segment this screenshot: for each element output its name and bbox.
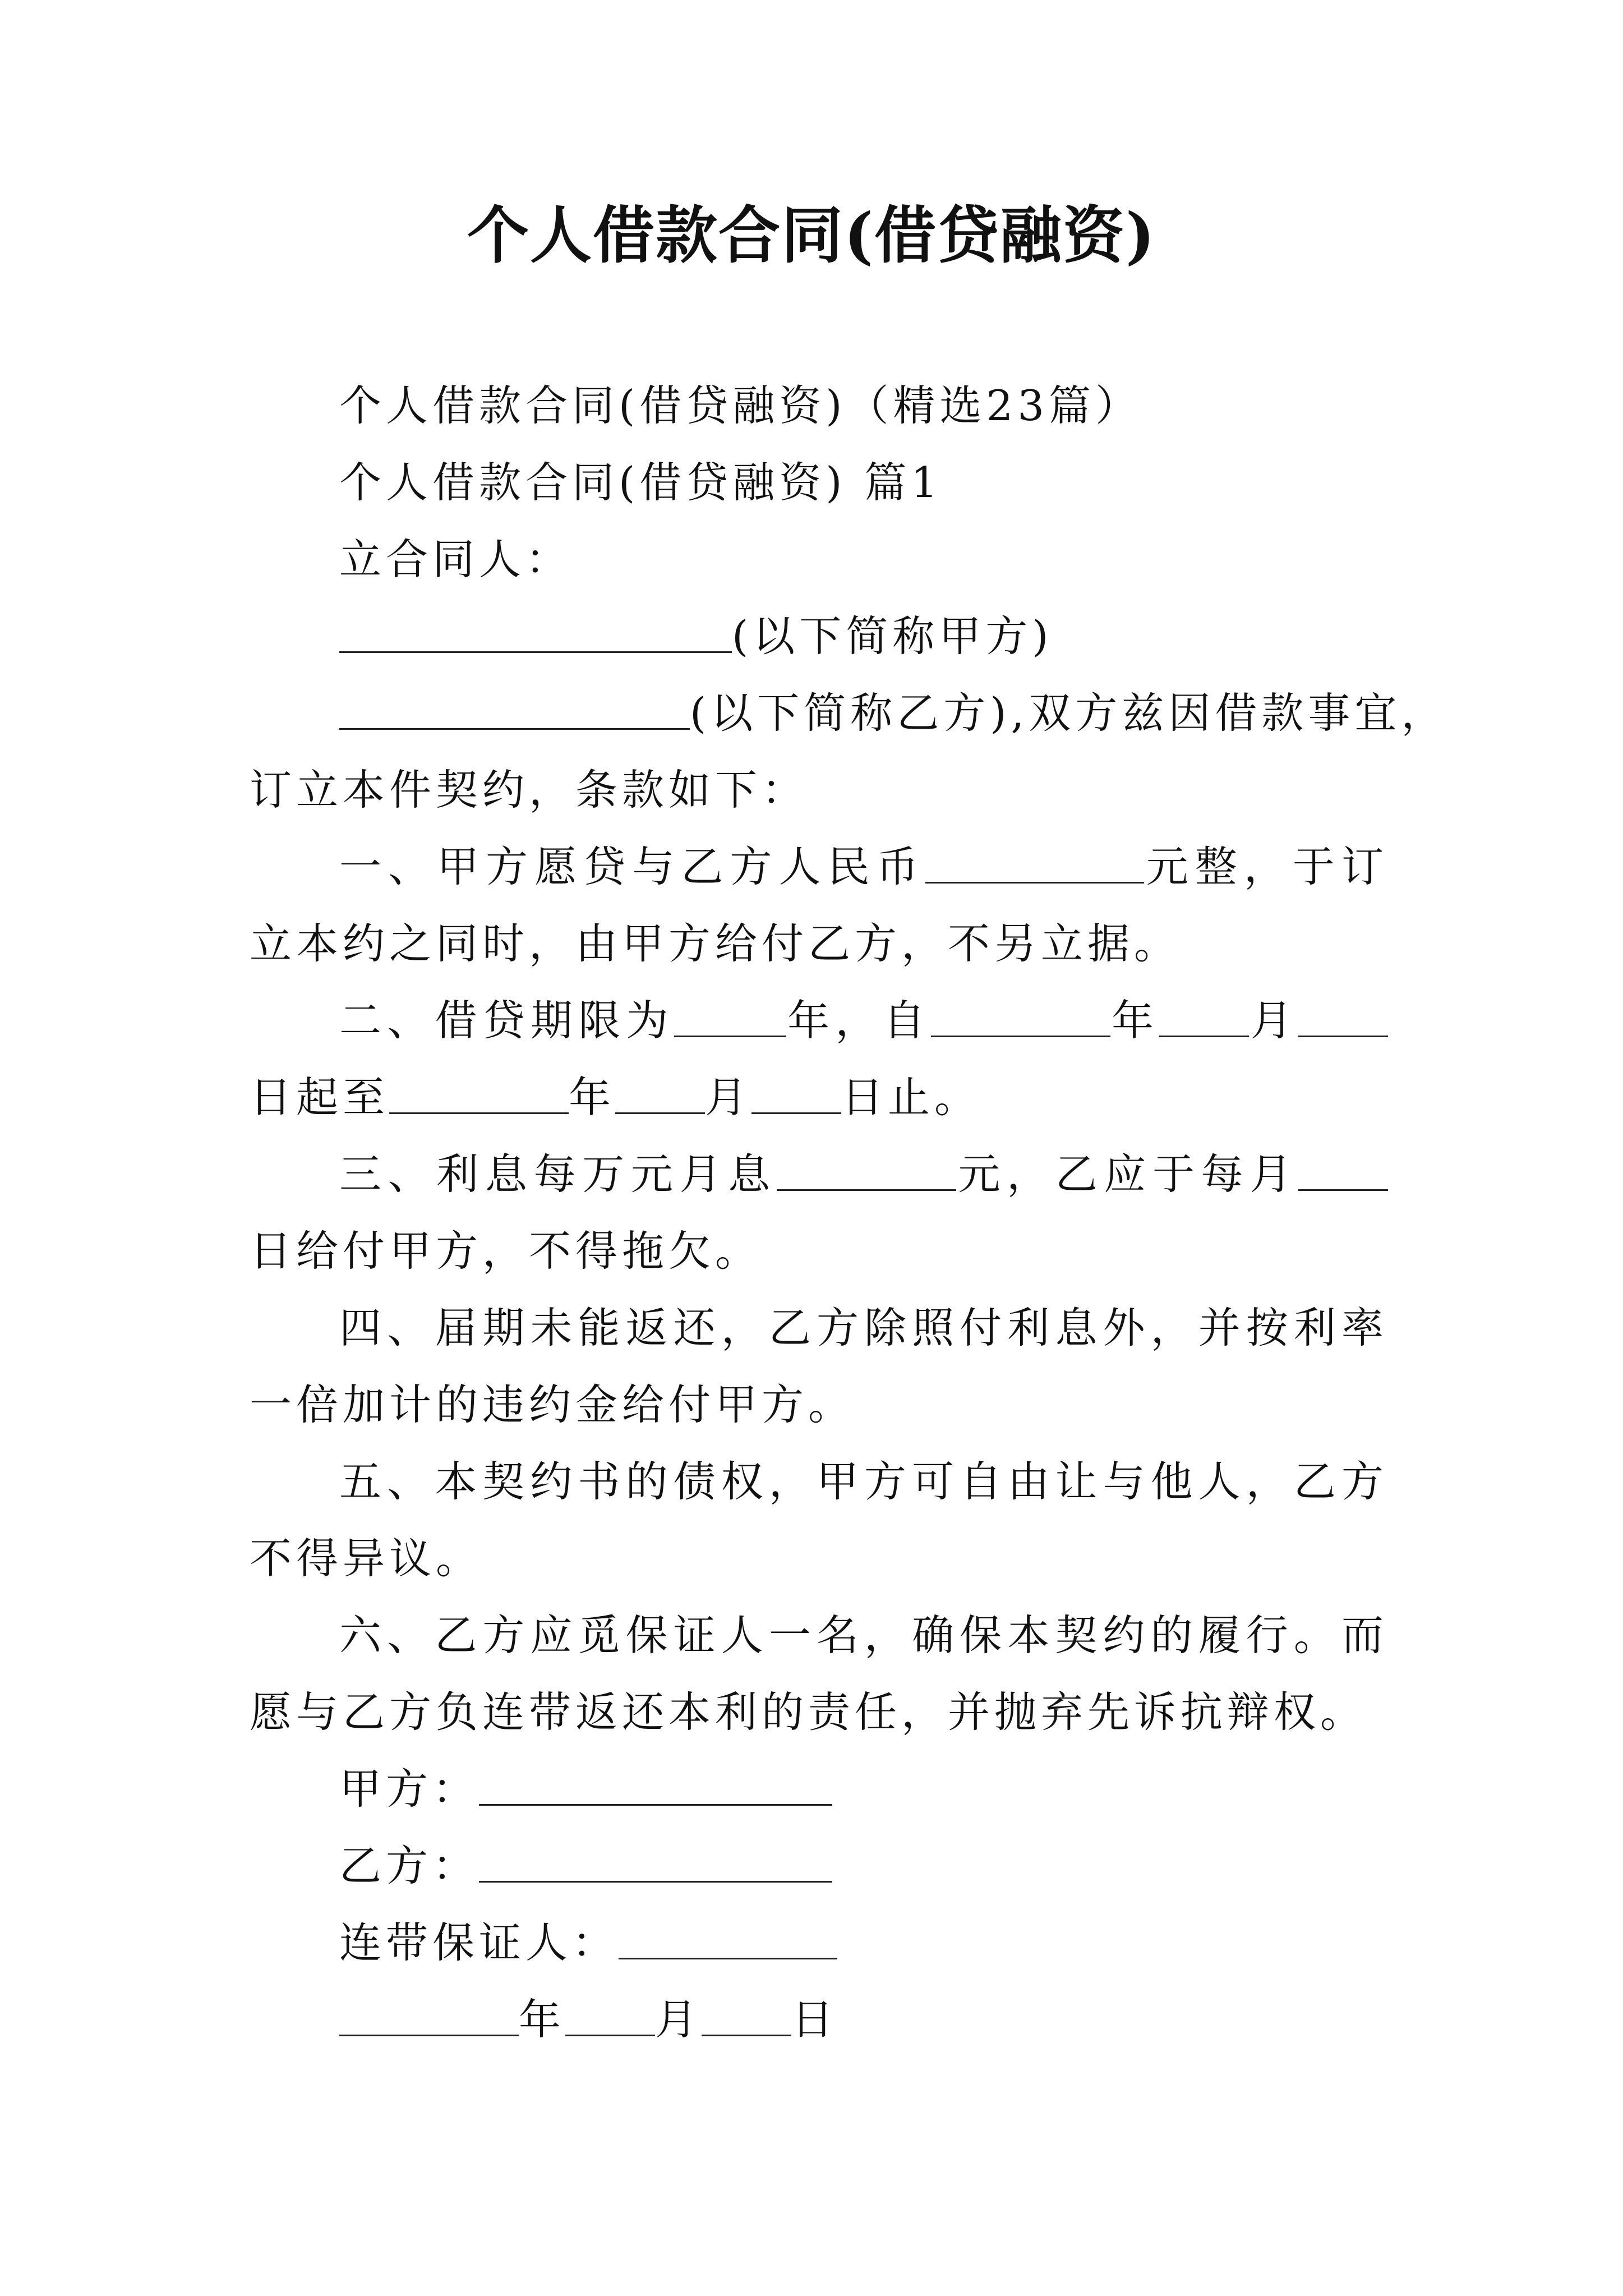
amount-blank (925, 842, 1144, 884)
signature-guarantor: 连带保证人： (250, 1904, 1388, 1981)
party-a-blank (339, 611, 732, 653)
clause-4: 四、届期未能返还，乙方除照付利息外，并按利率一倍加计的违约金给付甲方。 (250, 1303, 1388, 1429)
end-year-blank (389, 1073, 569, 1114)
clause-5: 五、本契约书的债权，甲方可自由让与他人，乙方不得异议。 (250, 1457, 1388, 1583)
sign-month-blank (565, 1995, 655, 2036)
document-title: 个人借款合同(借贷融资) (467, 199, 1156, 272)
start-day-blank (1298, 996, 1388, 1037)
clause-2: 二、借贷期限为 年，自 年 月日起至 年 月 日止。 (250, 982, 1388, 1136)
signature-party-b: 乙方： (250, 1828, 1388, 1904)
document-body (250, 367, 1448, 2058)
sign-day-blank (702, 1995, 791, 2036)
party-b-blank (339, 688, 690, 730)
clause-1: 一、甲方愿贷与乙方人民币 元整，于订立本约之同时，由甲方给付乙方，不另立据。 (250, 842, 1388, 968)
sign-year-blank (339, 1995, 519, 2036)
start-year-blank (931, 996, 1110, 1037)
party-a-line: (以下简称甲方) (250, 598, 1388, 675)
clause-6: 六、乙方应觅保证人一名，确保本契约的履行。而愿与乙方负连带返还本利的责任，并抛弃先诉抗辩权。 (250, 1611, 1388, 1737)
end-month-blank (615, 1073, 705, 1114)
start-month-blank (1159, 996, 1249, 1037)
interest-blank (777, 1149, 956, 1191)
signing-date: 年 月 日 (250, 1981, 1388, 2058)
party-a-signature-blank (479, 1764, 832, 1806)
subtitle: 个人借款合同(借贷融资)（精选23篇） (339, 381, 1142, 430)
party-b-signature-blank (479, 1841, 832, 1883)
term-years-blank (674, 996, 786, 1037)
section-heading: 个人借款合同(借贷融资) 篇1 (339, 458, 943, 507)
intro-continuation: 订立本件契约，条款如下： (250, 765, 809, 815)
parties-label: 立合同人： (339, 535, 573, 584)
guarantor-signature-blank (619, 1918, 837, 1959)
pay-day-blank (1298, 1149, 1388, 1191)
signature-party-a: 甲方： (250, 1751, 1388, 1828)
end-day-blank (751, 1073, 841, 1114)
clause-3: 三、利息每万元月息 元，乙应于每月日给付甲方，不得拖欠。 (250, 1136, 1388, 1290)
party-b-line: (以下简称乙方),双方兹因借款事宜， (250, 675, 1388, 752)
